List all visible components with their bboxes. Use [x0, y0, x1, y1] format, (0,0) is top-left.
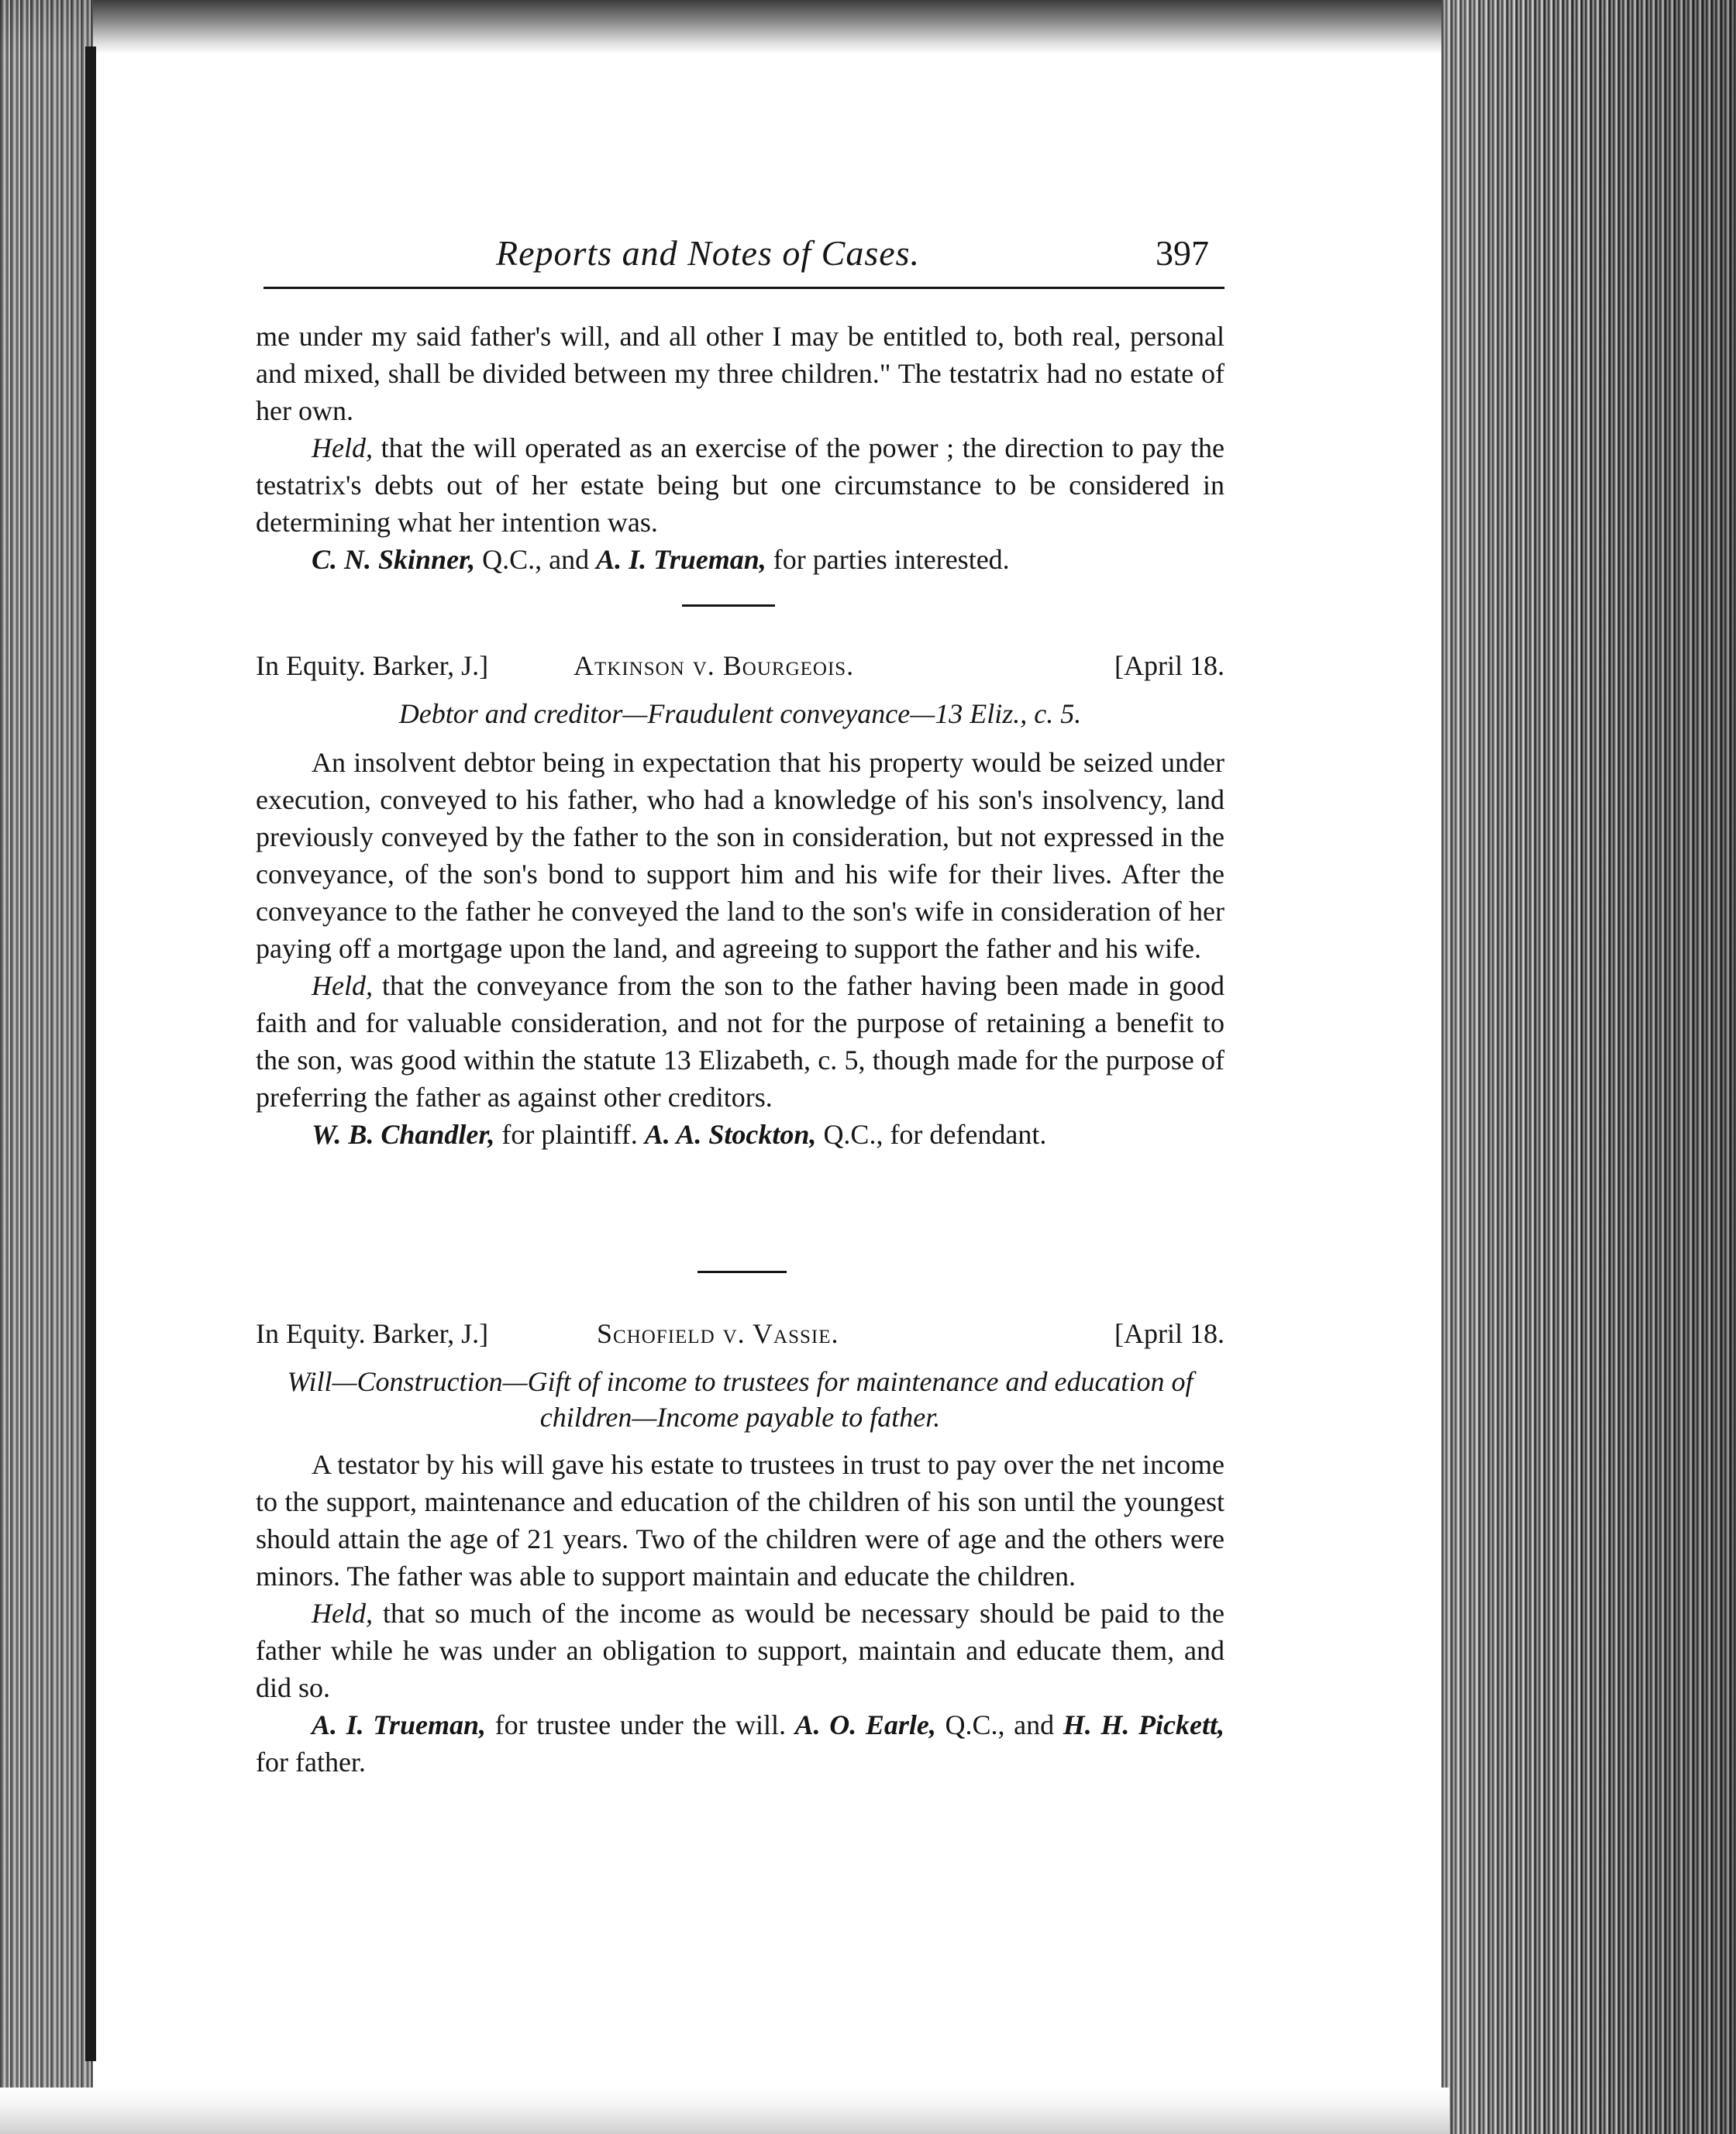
held-text: that the will operated as an exercise of the power ; the direction to pay the testatrix's debts out of her estate being but one circumstance to be considered in determining what her intention was. [256, 432, 1224, 538]
binding-gutter [85, 46, 96, 2061]
case-body [256, 744, 1224, 1153]
counsel-name: C. N. Skinner, [312, 544, 476, 575]
case-parties: Schofield v. Vassie. [597, 1318, 839, 1349]
section-divider [682, 604, 775, 607]
case-headnote: Debtor and creditor—Fraudulent conveyance—13 Eliz., c. 5. [398, 698, 1082, 729]
counsel-text: Q.C., and [935, 1709, 1063, 1740]
case-headnote: Will—Construction—Gift of income to trustees for maintenance and education of children—Income payable to father. [287, 1366, 1194, 1433]
scan-top-edge [0, 0, 1449, 54]
case-body [256, 1446, 1224, 1781]
counsel-name: W. B. Chandler, [312, 1119, 495, 1150]
held-label: Held, [312, 970, 373, 1001]
case-facts: A testator by his will gave his estate to trustees in trust to pay over the net income to the support, maintenance and education of the children of his son until the youngest should attain the age of 21 years. Two of the children were of age and the others were minors. The father was able to support maintain and educate the children. [256, 1449, 1224, 1592]
section-divider [698, 1271, 787, 1273]
continuation-counsel [256, 541, 1224, 578]
case-heading [256, 649, 1224, 688]
running-head [264, 225, 1224, 289]
counsel-name: A. O. Earle, [794, 1709, 936, 1740]
scan-left-edge [0, 0, 93, 2134]
held-label: Held, [312, 1598, 373, 1629]
case-court: In Equity. Barker, J.] [256, 650, 489, 681]
continuation-text: me under my said father's will, and all other I may be entitled to, both real, personal and mixed, shall be divided between my three children." The testatrix had no estate of her own. [256, 321, 1224, 426]
case-heading [256, 1317, 1224, 1356]
counsel-name: A. I. Trueman, [596, 544, 766, 575]
counsel-text: for plaintiff. [494, 1119, 645, 1150]
counsel-name: H. H. Pickett, [1063, 1709, 1224, 1740]
held-label: Held, [312, 432, 373, 463]
continuation-held [256, 429, 1224, 541]
case-facts: An insolvent debtor being in expectation that his property would be seized under execution, conveyed to his father, who had a knowledge of his son's insolvency, land previously conveyed by the father to the son in consideration, but not expressed in the conveyance, of the son's bond to support him and his wife for their lives. After the conveyance to the father he conveyed the land to the son's wife in consideration of her paying off a mortgage upon the land, and agreeing to support the father and his wife. [256, 747, 1224, 964]
case-date: [April 18. [1114, 650, 1224, 681]
case-held [256, 1595, 1224, 1706]
case-parties: Atkinson v. Bourgeois. [574, 650, 855, 681]
counsel-text: Q.C., for defendant. [816, 1119, 1047, 1150]
counsel-text: Q.C., and [475, 544, 597, 575]
case-counsel [256, 1116, 1224, 1153]
case-court: In Equity. Barker, J.] [256, 1318, 489, 1349]
continuation-section [256, 318, 1224, 578]
counsel-name: A. I. Trueman, [312, 1709, 486, 1740]
case-held [256, 967, 1224, 1116]
held-text: that the conveyance from the son to the father having been made in good faith and for valuable consideration, and not for the purpose of retaining a benefit to the son, was good within the statute 13 Elizabeth, c. 5, though made for the purpose of preferring the father as against other creditors. [256, 970, 1224, 1113]
running-title: Reports and Notes of Cases. [496, 233, 921, 273]
case-date: [April 18. [1114, 1318, 1224, 1349]
counsel-text: for trustee under the will. [485, 1709, 795, 1740]
page-number: 397 [1156, 233, 1209, 273]
counsel-name: A. A. Stockton, [644, 1119, 817, 1150]
counsel-text: for parties interested. [766, 544, 1010, 575]
case-counsel [256, 1706, 1224, 1781]
scan-bottom-edge [0, 2088, 1449, 2134]
held-text: that so much of the income as would be necessary should be paid to the father while he was under an obligation to support, maintain and educate them, and did so. [256, 1598, 1224, 1703]
scan-right-shade [1442, 0, 1736, 2134]
counsel-text: for father. [256, 1747, 366, 1778]
